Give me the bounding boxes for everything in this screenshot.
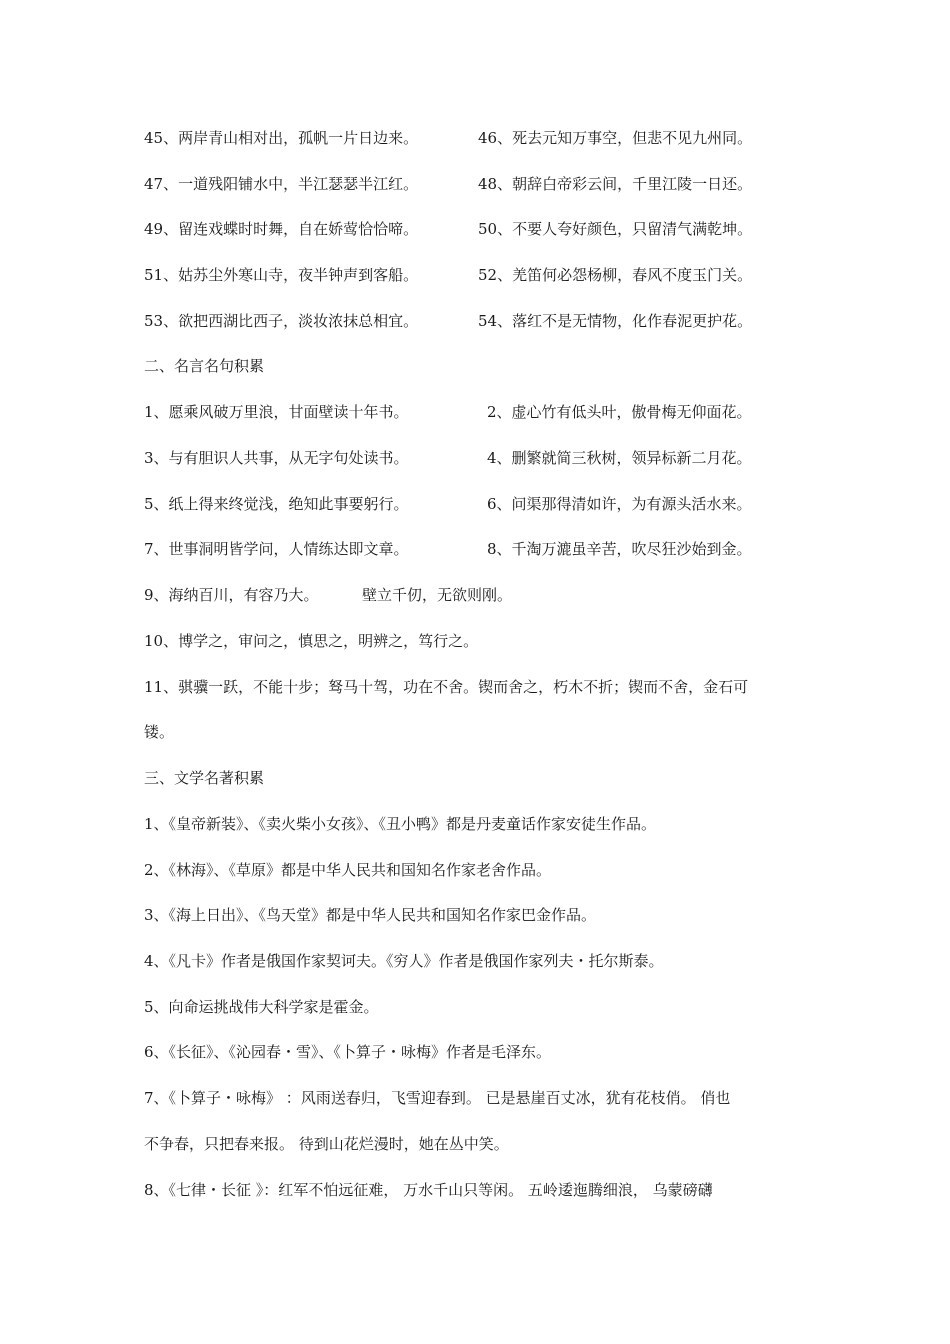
quote-row xyxy=(144,494,752,514)
poem-row xyxy=(144,219,753,239)
quote-left: 1、愿乘风破万里浪，甘面壁读十年书。 xyxy=(144,403,409,421)
list-item-continued: 不争春，只把春来报。 待到山花烂漫时，她在丛中笑。 xyxy=(144,1135,509,1153)
poem-row xyxy=(144,265,753,285)
quote-line: 11、骐骥一跃，不能十步；驽马十驾，功在不舍。锲而舍之，朽木不折；锲而不舍，金石可 xyxy=(144,678,749,696)
list-item: 1、《皇帝新装》、《卖火柴小女孩》、《丑小鸭》都是丹麦童话作家安徒生作品。 xyxy=(144,815,657,833)
poem-left: 53、欲把西湖比西子，淡妆浓抹总相宜。 xyxy=(144,312,419,330)
quote-right: 4、删繁就简三秋树，领异标新二月花。 xyxy=(487,449,752,467)
quote-left: 7、世事洞明皆学问，人情练达即文章。 xyxy=(144,540,409,558)
quote-row xyxy=(144,539,752,559)
quote-right: 壁立千仞，无欲则刚。 xyxy=(362,586,513,604)
poem-right: 46、死去元知万事空，但悲不见九州同。 xyxy=(478,129,753,147)
poem-row xyxy=(144,128,753,148)
section-heading: 三、文学名著积累 xyxy=(144,769,265,787)
quote-left: 5、纸上得来终觉浅，绝知此事要躬行。 xyxy=(144,495,409,513)
poem-left: 51、姑苏尘外寒山寺，夜半钟声到客船。 xyxy=(144,266,419,284)
quote-left: 9、海纳百川，有容乃大。 xyxy=(144,586,319,604)
list-item: 8、《七律・长征 》：红军不怕远征难， 万水千山只等闲。 五岭逶迤腾细浪， 乌蒙磅礴 xyxy=(144,1181,713,1199)
quote-row xyxy=(144,448,752,468)
quote-right: 2、虚心竹有低头叶，傲骨梅无仰面花。 xyxy=(487,403,752,421)
quote-right: 8、千淘万漉虽辛苦，吹尽狂沙始到金。 xyxy=(487,540,752,558)
poem-right: 48、朝辞白帝彩云间，千里江陵一日还。 xyxy=(478,175,753,193)
list-item: 5、向命运挑战伟大科学家是霍金。 xyxy=(144,998,379,1016)
quote-line-continued: 镂。 xyxy=(144,723,175,741)
poem-left: 45、两岸青山相对出，孤帆一片日边来。 xyxy=(144,129,419,147)
list-item: 2、《林海》、《草原》都是中华人民共和国知名作家老舍作品。 xyxy=(144,861,552,879)
section-heading: 二、名言名句积累 xyxy=(144,357,265,375)
poem-right: 54、落红不是无情物，化作春泥更护花。 xyxy=(478,312,753,330)
poem-right: 52、羌笛何必怨杨柳，春风不度玉门关。 xyxy=(478,266,753,284)
quote-line: 10、博学之，审问之，慎思之，明辨之，笃行之。 xyxy=(144,632,479,650)
poem-right: 50、不要人夸好颜色，只留清气满乾坤。 xyxy=(478,220,753,238)
poem-left: 47、一道残阳铺水中，半江瑟瑟半江红。 xyxy=(144,175,419,193)
quote-row xyxy=(144,585,513,605)
poem-row xyxy=(144,311,753,331)
quote-left: 3、与有胆识人共事，从无字句处读书。 xyxy=(144,449,409,467)
quote-row xyxy=(144,402,752,422)
list-item: 4、《凡卡》作者是俄国作家契诃夫。《穷人》作者是俄国作家列夫・托尔斯泰。 xyxy=(144,952,664,970)
quote-right: 6、问渠那得清如许，为有源头活水来。 xyxy=(487,495,752,513)
list-item: 7、《卜算子・咏梅》 ：风雨送春归，飞雪迎春到。 已是悬崖百丈冰，犹有花枝俏。 俏也 xyxy=(144,1089,731,1107)
poem-row xyxy=(144,174,753,194)
poem-left: 49、留连戏蝶时时舞，自在娇莺恰恰啼。 xyxy=(144,220,419,238)
list-item: 6、《长征》、《沁园春・雪》、《卜算子・咏梅》作者是毛泽东。 xyxy=(144,1043,552,1061)
list-item: 3、《海上日出》、《鸟天堂》都是中华人民共和国知名作家巴金作品。 xyxy=(144,906,597,924)
